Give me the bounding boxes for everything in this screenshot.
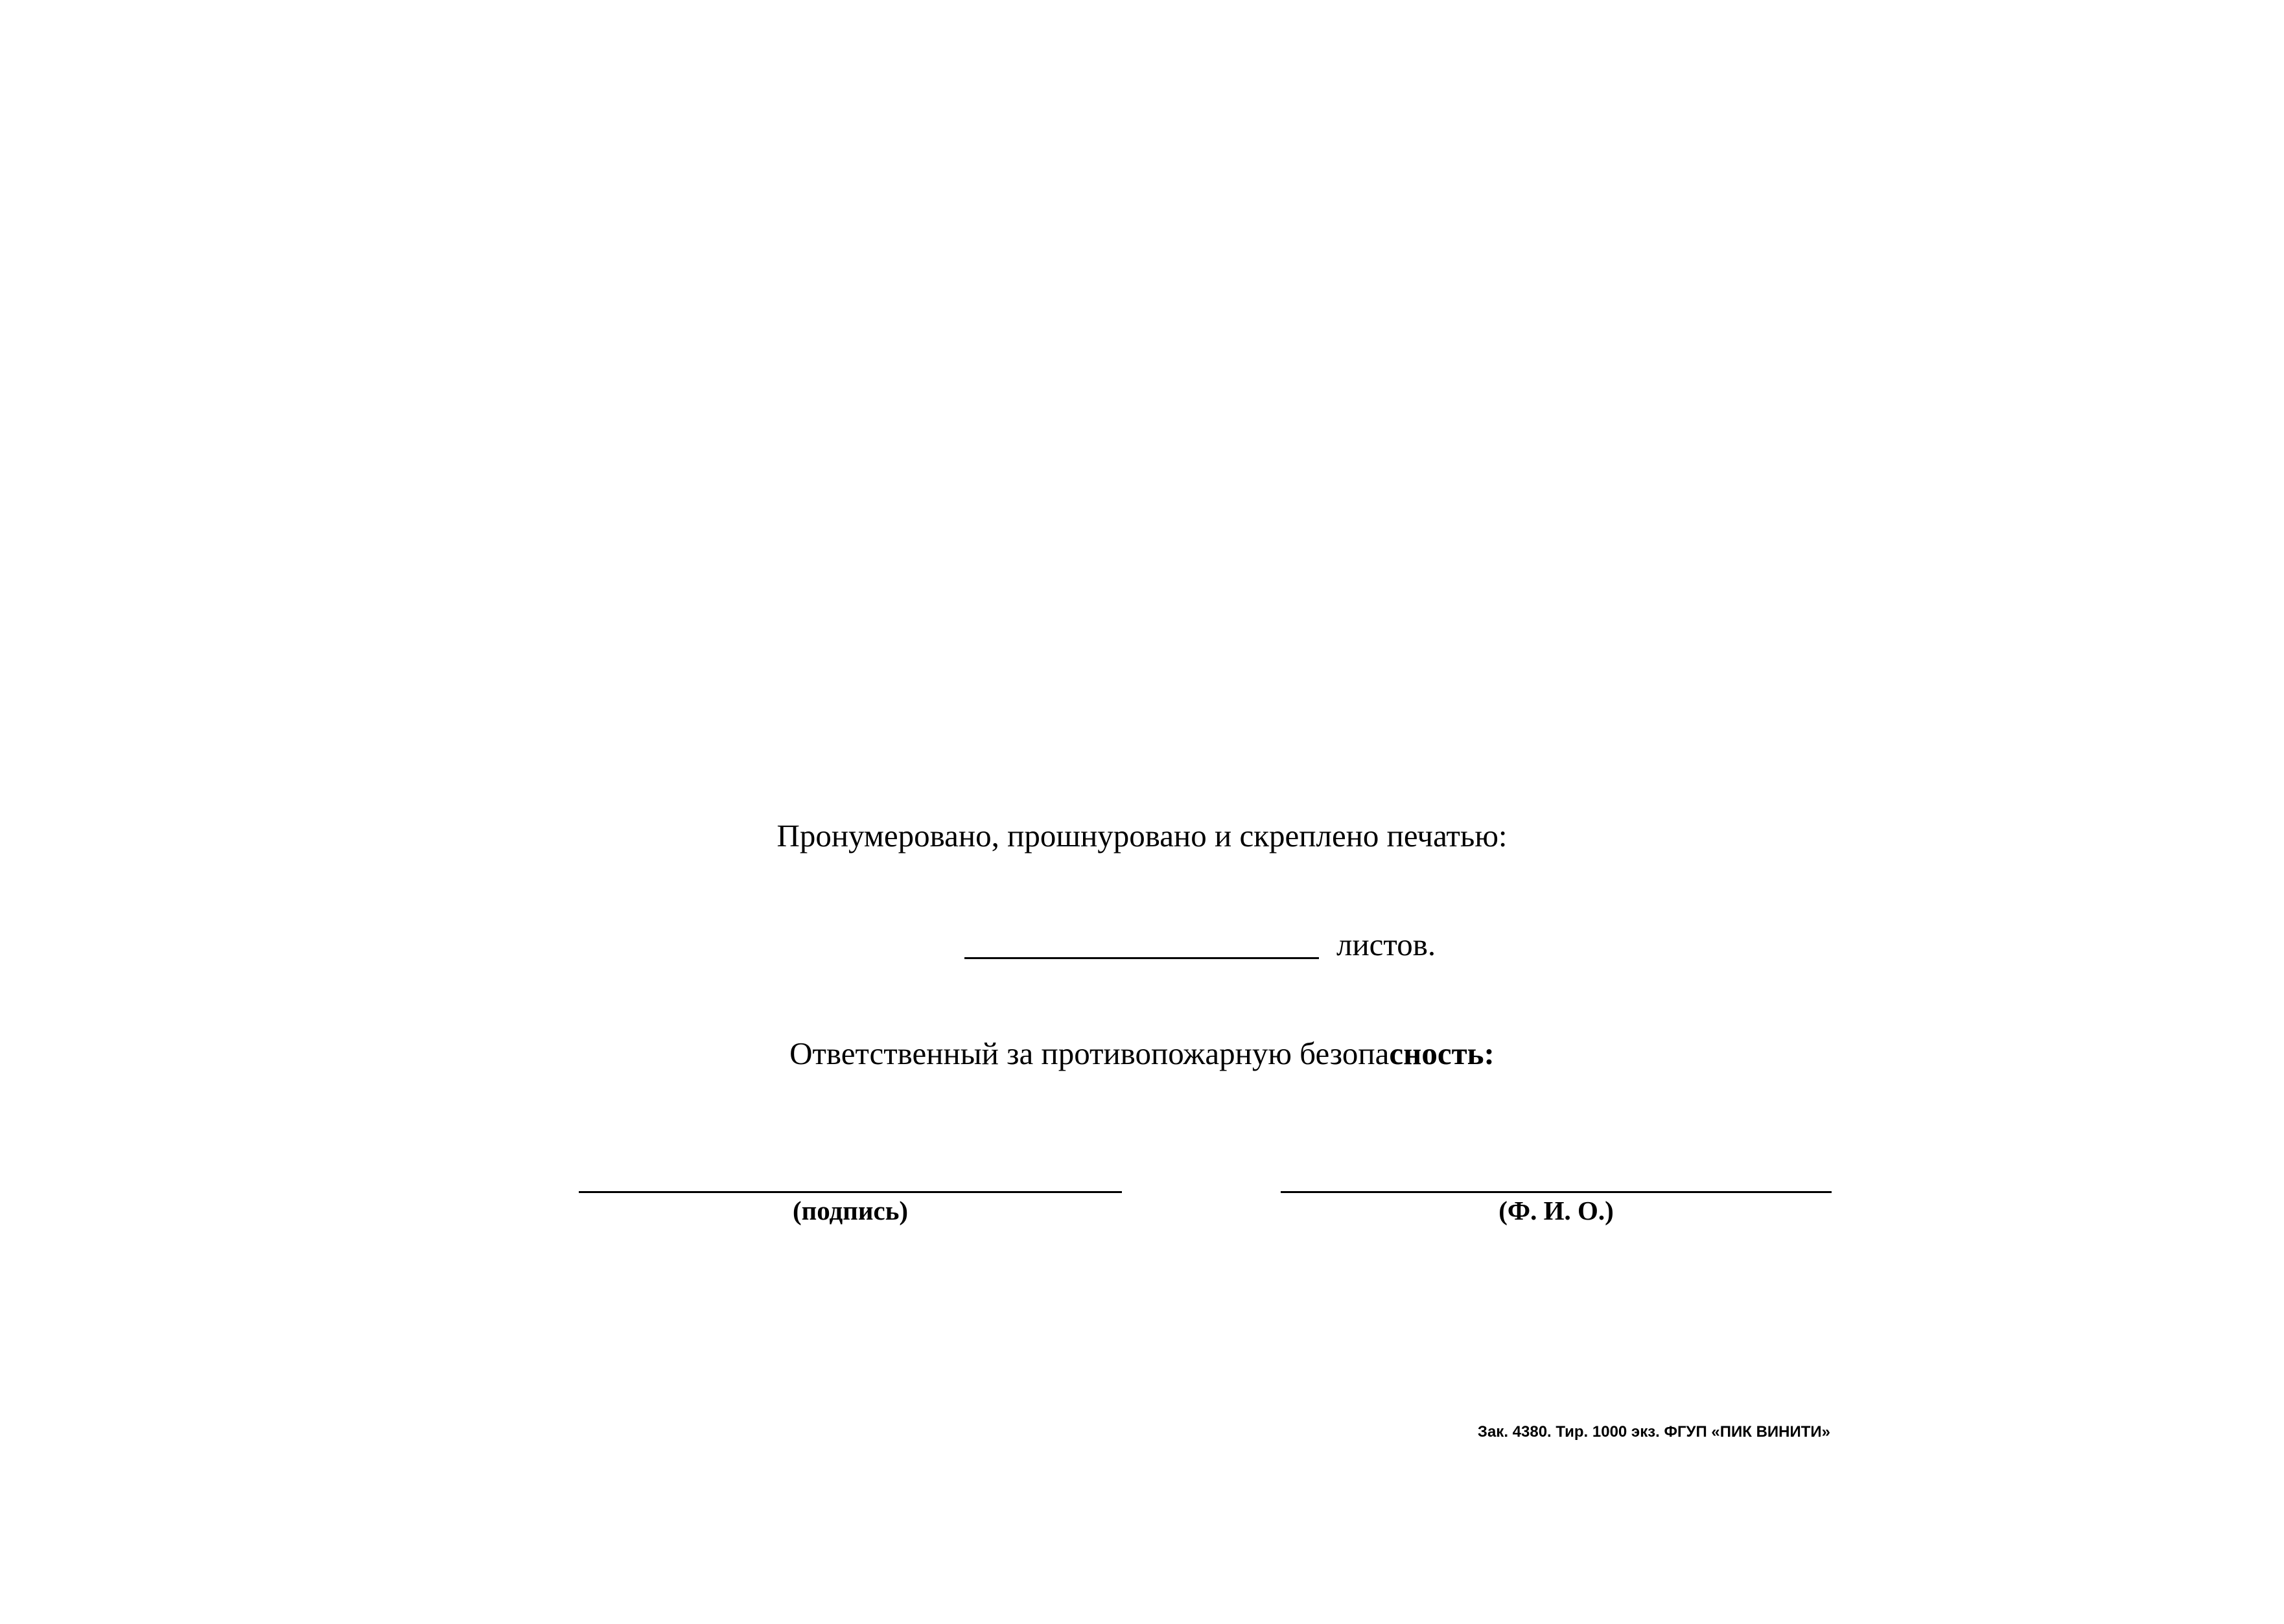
sheets-count-blank-line: [964, 957, 1319, 959]
responsible-heading-text: Ответственный за противопожарную безопа: [789, 1036, 1390, 1071]
sheets-label: листов.: [1336, 927, 1436, 962]
full-name-caption: (Ф. И. О.): [1498, 1196, 1614, 1225]
signature-blank-line: [579, 1191, 1122, 1193]
signature-caption: (подпись): [792, 1196, 909, 1225]
responsible-person-heading: [0, 1036, 2284, 1072]
full-name-blank-line: [1281, 1191, 1832, 1193]
responsible-heading-bold-tail: сность:: [1389, 1036, 1495, 1071]
certification-heading: Пронумеровано, прошнуровано и скреплено печатью:: [776, 818, 1508, 853]
print-imprint: Зак. 4380. Тир. 1000 экз. ФГУП «ПИК ВИНИТИ»: [1477, 1423, 1830, 1441]
